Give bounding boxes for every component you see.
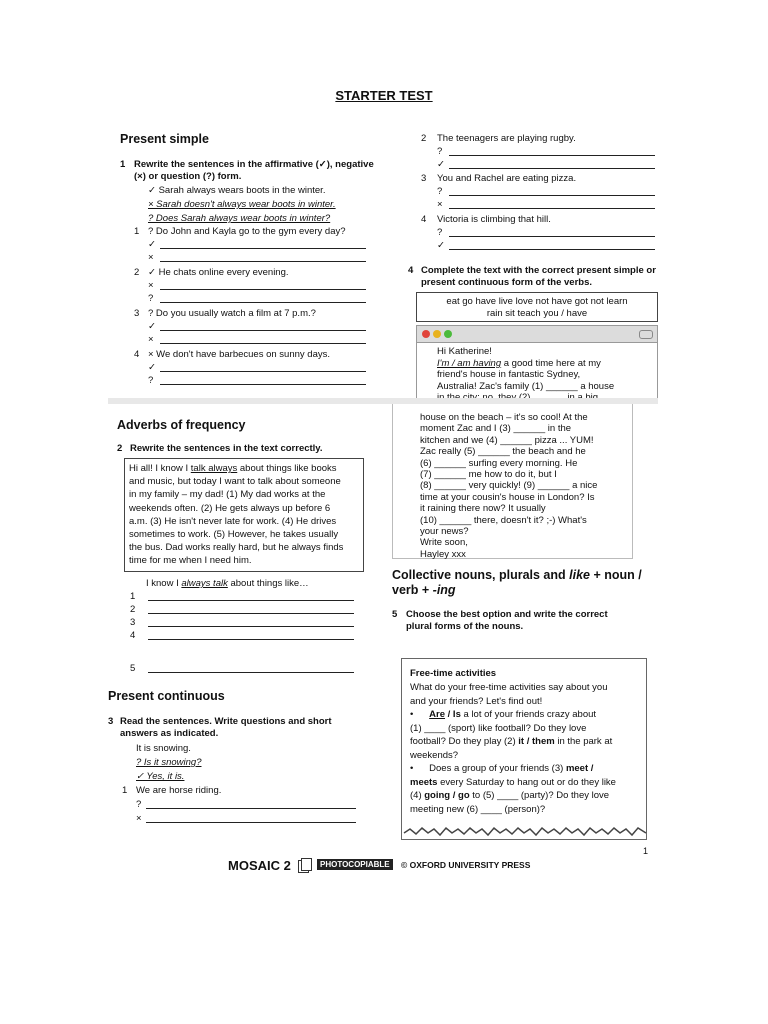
ex1-item-mark: × xyxy=(148,334,154,345)
answer-line xyxy=(148,672,354,673)
free-time-line: (4) going / go to (5) ____ (party)? Do they love xyxy=(410,790,610,801)
ex1-item-number: 4 xyxy=(134,349,140,360)
ex3-mark-negative: × xyxy=(136,813,142,824)
email-line: it raining there now? It usually xyxy=(420,503,546,515)
ex4-instruction: Complete the text with the correct present simple or present continuous form of the verbs. xyxy=(421,265,656,288)
email-window-continued xyxy=(392,404,633,559)
adverbs-text-line: weekends often. (2) He gets always up before 6 xyxy=(129,502,331,514)
right-item-mark: × xyxy=(437,199,443,210)
right-item-mark: ? xyxy=(437,186,443,197)
email-line: (6) ______ surfing every morning. He xyxy=(420,457,578,469)
answer-line xyxy=(449,249,655,250)
email-line: I'm / am having a good time here at my xyxy=(437,357,601,369)
email-line: (7) ______ me how to do it, but I xyxy=(420,469,557,480)
present-continuous-heading: Present continuous xyxy=(108,689,225,703)
ex1-item-mark: ✓ xyxy=(148,362,156,373)
answer-line xyxy=(449,208,655,209)
adverbs-text-line: Hi all! I know I talk always about things like books xyxy=(129,463,337,474)
free-time-line: What do your free-time activities say about you xyxy=(410,682,608,693)
ex1-instruction: Rewrite the sentences in the affirmative (✓), negative (×) or question (?) form. xyxy=(134,159,374,182)
adverbs-text-line: in my family – my dad! (1) My dad works at the xyxy=(129,489,326,501)
adverbs-text-line: the bus. Dad works really hard, but he always finds xyxy=(129,542,344,554)
photocopy-icon xyxy=(298,858,312,872)
ex1-item-mark: × xyxy=(148,280,154,291)
ex3-number: 3 xyxy=(108,716,114,727)
ex1-item-number: 3 xyxy=(134,308,140,319)
ex2-answer-number: 3 xyxy=(130,617,136,628)
brand-logo: MOSAIC 2 xyxy=(228,858,291,873)
page-number: 1 xyxy=(643,846,649,856)
email-window xyxy=(416,325,658,403)
adverbs-text-line: and music, but today I want to talk about someone xyxy=(129,476,341,488)
free-time-line: • Are / Is a lot of your friends crazy about xyxy=(410,709,597,720)
email-line: (8) ______ very quickly! (9) ______ a nice xyxy=(420,480,598,492)
ex3-mark-question: ? xyxy=(136,799,142,810)
right-item-mark: ? xyxy=(437,146,443,157)
ex2-answer-number: 1 xyxy=(130,591,136,602)
maximize-icon xyxy=(444,330,452,338)
right-item-text: Victoria is climbing that hill. xyxy=(437,214,551,225)
ex1-item-mark: ✓ xyxy=(148,321,156,332)
email-line: Australia! Zac's family (1) ______ a house xyxy=(437,380,615,392)
ex3-instruction-2: answers as indicated. xyxy=(120,728,219,739)
answer-line xyxy=(160,343,366,344)
collective-heading-1: Collective nouns, plurals and like + noun / xyxy=(392,568,642,582)
answer-line xyxy=(160,289,366,290)
email-line: friend's house in fantastic Sydney, xyxy=(437,369,581,380)
answer-line xyxy=(160,302,366,303)
answer-line xyxy=(449,195,655,196)
answer-line xyxy=(160,261,366,262)
ex1-example-affirmative: ✓ Sarah always wears boots in the winter. xyxy=(148,185,326,196)
verb-list-line-1: eat go have live love not have got not learn xyxy=(446,296,628,307)
email-line: your news? xyxy=(420,526,469,537)
answer-line xyxy=(148,626,354,627)
page-title: STARTER TEST xyxy=(335,88,433,103)
right-item-mark: ? xyxy=(437,227,443,238)
collective-heading-2: verb + -ing xyxy=(392,583,456,597)
resize-icon xyxy=(639,330,653,339)
ex2-example: I know I always talk about things like… xyxy=(146,578,309,589)
right-item-mark: ✓ xyxy=(437,159,445,170)
ex1-item-mark: × xyxy=(148,252,154,263)
answer-line xyxy=(449,236,655,237)
ex2-answer-number: 4 xyxy=(130,630,136,641)
free-time-line: weekends? xyxy=(410,749,459,761)
answer-line xyxy=(146,808,356,809)
email-line: Hi Katherine! xyxy=(437,346,492,357)
answer-line xyxy=(148,613,354,614)
verb-box xyxy=(416,292,658,322)
ex1-number: 1 xyxy=(120,159,126,170)
close-icon xyxy=(422,330,430,338)
ex1-example-negative: × Sarah doesn't always wear boots in winter. xyxy=(148,199,336,210)
email-line: (10) ______ there, doesn't it? ;-) What's xyxy=(420,514,587,526)
ex1-item-text: ✓ He chats online every evening. xyxy=(148,267,289,278)
ex3-item1-text: We are horse riding. xyxy=(136,785,222,796)
answer-line xyxy=(449,155,655,156)
right-item-number: 2 xyxy=(421,133,427,144)
ex1-item-mark: ✓ xyxy=(148,239,156,250)
right-item-number: 4 xyxy=(421,214,427,225)
adverbs-text-line: time for me when I need him. xyxy=(129,555,252,567)
torn-edge xyxy=(402,823,648,839)
email-line: time at your cousin's house in London? Is xyxy=(420,491,595,503)
answer-line xyxy=(148,639,354,640)
email-line: Write soon, xyxy=(420,537,468,549)
email-line: Zac really (5) ______ the beach and he xyxy=(420,446,586,458)
ex4-number: 4 xyxy=(408,265,414,276)
minimize-icon xyxy=(433,330,441,338)
answer-line xyxy=(160,248,366,249)
ex3-example-statement: It is snowing. xyxy=(136,743,191,754)
answer-line xyxy=(148,600,354,601)
ex1-item-mark: ? xyxy=(148,293,154,304)
free-time-line: • Does a group of your friends (3) meet / xyxy=(410,763,594,774)
free-time-line: meeting new (6) ____ (person)? xyxy=(410,803,546,815)
right-item-text: You and Rachel are eating pizza. xyxy=(437,173,577,184)
ex2-answer-number: 5 xyxy=(130,663,136,674)
adverbs-text-line: sometimes to work. (5) However, he takes usually xyxy=(129,529,339,540)
email-line: kitchen and we (4) ______ pizza ... YUM! xyxy=(420,434,594,446)
answer-line xyxy=(146,822,356,823)
free-time-line: (1) ____ (sport) like football? Do they love xyxy=(410,722,587,734)
answer-line xyxy=(449,168,655,169)
answer-line xyxy=(160,330,366,331)
answer-line xyxy=(160,371,366,372)
ex1-item-text: ? Do you usually watch a film at 7 p.m.? xyxy=(148,308,316,319)
ex1-item-number: 1 xyxy=(134,226,140,237)
ex3-example-question: ? Is it snowing? xyxy=(136,757,202,768)
ex3-item1-number: 1 xyxy=(122,785,128,796)
free-time-box xyxy=(401,658,647,840)
publisher: © OXFORD UNIVERSITY PRESS xyxy=(401,860,531,870)
right-item-text: The teenagers are playing rugby. xyxy=(437,133,576,144)
ex3-example-answer: ✓ Yes, it is. xyxy=(136,771,185,782)
ex2-answer-number: 2 xyxy=(130,604,136,615)
free-time-title: Free-time activities xyxy=(410,668,497,679)
adverbs-heading: Adverbs of frequency xyxy=(117,418,246,432)
email-titlebar xyxy=(417,326,657,343)
ex1-item-number: 2 xyxy=(134,267,140,278)
present-simple-heading: Present simple xyxy=(120,132,209,146)
email-line: Hayley xxx xyxy=(420,548,466,560)
right-item-number: 3 xyxy=(421,173,427,184)
right-item-mark: ✓ xyxy=(437,240,445,251)
answer-line xyxy=(160,384,366,385)
ex1-item-mark: ? xyxy=(148,375,154,386)
adverbs-text-line: a.m. (3) He isn't never late for work. (4) He drives xyxy=(129,515,337,527)
ex3-instruction-1: Read the sentences. Write questions and short xyxy=(120,716,332,727)
adverbs-text-box xyxy=(124,458,364,572)
ex2-instruction: Rewrite the sentences in the text correctly. xyxy=(130,443,323,454)
verb-list-line-2: rain sit teach you / have xyxy=(486,308,588,319)
ex1-item-text: × We don't have barbecues on sunny days. xyxy=(148,349,330,360)
ex5-number: 5 xyxy=(392,609,398,620)
ex5-instruction: Choose the best option and write the correct plural forms of the nouns. xyxy=(406,609,608,632)
ex1-item-text: ? Do John and Kayla go to the gym every day? xyxy=(148,226,346,237)
ex1-example-question: ? Does Sarah always wear boots in winter? xyxy=(148,213,331,224)
photocopiable-badge: PHOTOCOPIABLE xyxy=(317,859,393,870)
free-time-line: football? Do they play (2) it / them in the park at xyxy=(410,736,613,747)
ex2-number: 2 xyxy=(117,443,123,454)
free-time-line: and your friends? Let's find out! xyxy=(410,695,543,707)
free-time-line: meets every Saturday to hang out or do they like xyxy=(410,776,616,788)
email-line: moment Zac and I (3) ______ in the xyxy=(420,423,572,435)
email-line: house on the beach – it's so cool! At the xyxy=(420,412,588,423)
